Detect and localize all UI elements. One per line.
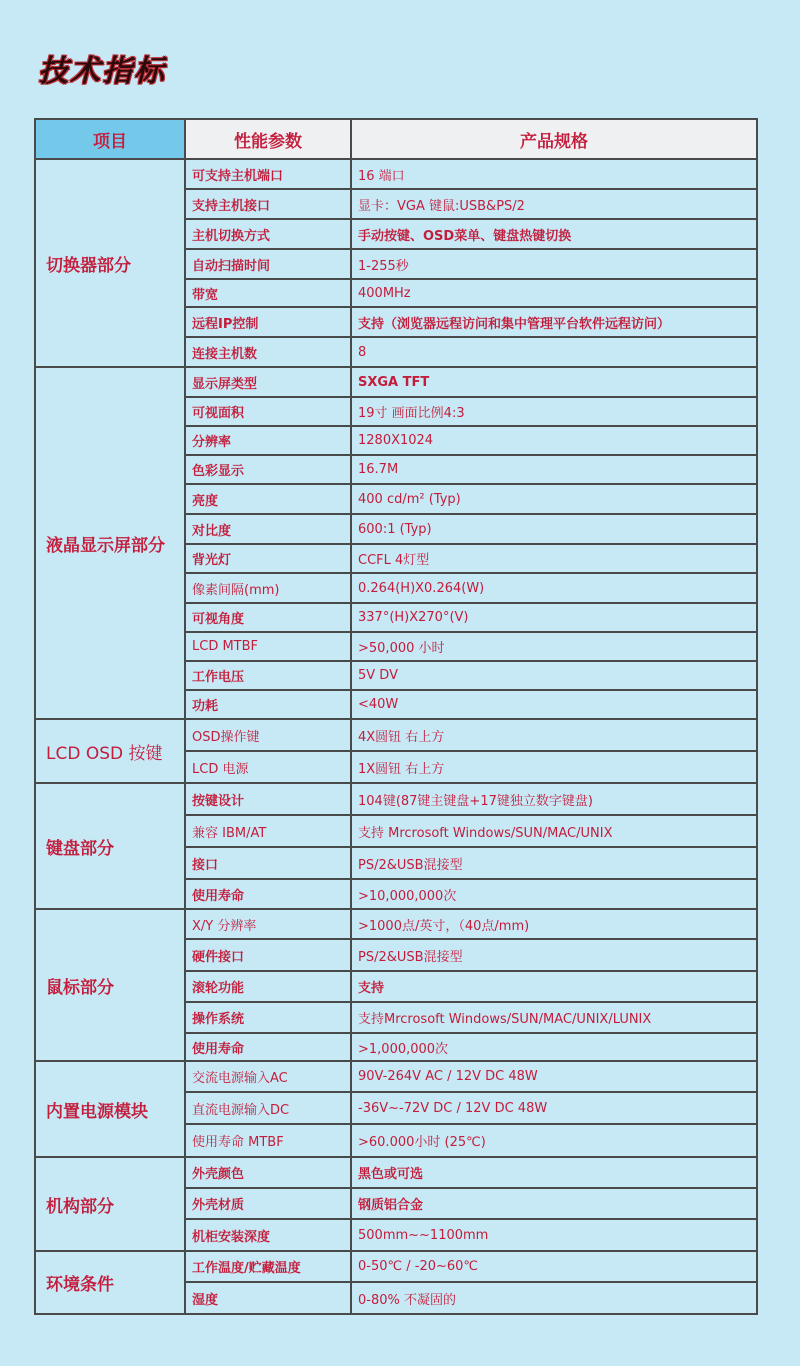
header-item: 项目 — [35, 119, 185, 159]
param-cell: 可视面积 — [185, 397, 351, 426]
value-cell: 500mm~~1100mm — [351, 1219, 757, 1251]
value-cell: 支持（浏览器远程访问和集中管理平台软件远程访问） — [351, 307, 757, 337]
value-cell: 0-50℃ / -20~60℃ — [351, 1251, 757, 1282]
param-cell: 接口 — [185, 847, 351, 879]
table-header-row — [35, 119, 757, 159]
param-cell: 主机切换方式 — [185, 219, 351, 249]
param-cell: 湿度 — [185, 1282, 351, 1314]
param-cell: 可支持主机端口 — [185, 159, 351, 189]
value-cell: 支持 Mrcrosoft Windows/SUN/MAC/UNIX — [351, 815, 757, 847]
section-label: 切换器部分 — [35, 159, 185, 367]
param-cell: 像素间隔(mm) — [185, 573, 351, 603]
value-cell: 支持Mrcrosoft Windows/SUN/MAC/UNIX/LUNIX — [351, 1002, 757, 1033]
value-cell: 600:1 (Typ) — [351, 514, 757, 544]
section-label: LCD OSD 按键 — [35, 719, 185, 783]
param-cell: 色彩显示 — [185, 455, 351, 484]
param-cell: 显示屏类型 — [185, 367, 351, 397]
spec-table — [34, 118, 758, 1315]
table-row — [35, 909, 757, 939]
param-cell: 使用寿命 — [185, 879, 351, 909]
param-cell: OSD操作键 — [185, 719, 351, 751]
section-label: 键盘部分 — [35, 783, 185, 909]
param-cell: 带宽 — [185, 279, 351, 307]
value-cell: PS/2&USB混接型 — [351, 939, 757, 971]
param-cell: 外壳材质 — [185, 1188, 351, 1219]
value-cell: -36V~-72V DC / 12V DC 48W — [351, 1092, 757, 1124]
param-cell: 背光灯 — [185, 544, 351, 573]
table-row — [35, 1157, 757, 1188]
param-cell: LCD MTBF — [185, 632, 351, 661]
value-cell: 400 cd/m² (Typ) — [351, 484, 757, 514]
value-cell: 19寸 画面比例4:3 — [351, 397, 757, 426]
value-cell: SXGA TFT — [351, 367, 757, 397]
value-cell: 4X圆钮 右上方 — [351, 719, 757, 751]
param-cell: 按键设计 — [185, 783, 351, 815]
value-cell: 支持 — [351, 971, 757, 1002]
param-cell: 工作电压 — [185, 661, 351, 690]
table-row — [35, 1251, 757, 1282]
value-cell: 400MHz — [351, 279, 757, 307]
param-cell: 外壳颜色 — [185, 1157, 351, 1188]
value-cell: >60.000小时 (25℃) — [351, 1124, 757, 1157]
param-cell: 直流电源输入DC — [185, 1092, 351, 1124]
value-cell: 90V-264V AC / 12V DC 48W — [351, 1061, 757, 1092]
table-row — [35, 1061, 757, 1092]
value-cell: <40W — [351, 690, 757, 719]
param-cell: 连接主机数 — [185, 337, 351, 367]
param-cell: 使用寿命 MTBF — [185, 1124, 351, 1157]
param-cell: 机柜安装深度 — [185, 1219, 351, 1251]
param-cell: 自动扫描时间 — [185, 249, 351, 279]
param-cell: 分辨率 — [185, 426, 351, 455]
value-cell: 显卡：VGA 键鼠:USB&PS/2 — [351, 189, 757, 219]
value-cell: PS/2&USB混接型 — [351, 847, 757, 879]
value-cell: CCFL 4灯型 — [351, 544, 757, 573]
table-body — [35, 159, 757, 1314]
section-label: 鼠标部分 — [35, 909, 185, 1061]
value-cell: >50,000 小时 — [351, 632, 757, 661]
value-cell: 0-80% 不凝固的 — [351, 1282, 757, 1314]
section-label: 液晶显示屏部分 — [35, 367, 185, 719]
param-cell: 亮度 — [185, 484, 351, 514]
param-cell: 可视角度 — [185, 603, 351, 632]
section-label: 机构部分 — [35, 1157, 185, 1251]
value-cell: 1X圆钮 右上方 — [351, 751, 757, 783]
value-cell: >1000点/英寸，（40点/mm) — [351, 909, 757, 939]
param-cell: 兼容 IBM/AT — [185, 815, 351, 847]
page-title: 技术指标 — [38, 54, 166, 89]
param-cell: 支持主机接口 — [185, 189, 351, 219]
table-row — [35, 159, 757, 189]
value-cell: 8 — [351, 337, 757, 367]
section-label: 环境条件 — [35, 1251, 185, 1314]
value-cell: 1-255秒 — [351, 249, 757, 279]
param-cell: 功耗 — [185, 690, 351, 719]
header-param: 性能参数 — [185, 119, 351, 159]
param-cell: 交流电源输入AC — [185, 1061, 351, 1092]
value-cell: >10,000,000次 — [351, 879, 757, 909]
param-cell: LCD 电源 — [185, 751, 351, 783]
value-cell: >1,000,000次 — [351, 1033, 757, 1061]
param-cell: X/Y 分辨率 — [185, 909, 351, 939]
param-cell: 工作温度/贮藏温度 — [185, 1251, 351, 1282]
value-cell: 1280X1024 — [351, 426, 757, 455]
table-row — [35, 783, 757, 815]
table-row — [35, 367, 757, 397]
value-cell: 16 端口 — [351, 159, 757, 189]
table-row — [35, 719, 757, 751]
value-cell: 337°(H)X270°(V) — [351, 603, 757, 632]
param-cell: 远程IP控制 — [185, 307, 351, 337]
value-cell: 5V DV — [351, 661, 757, 690]
section-label: 内置电源模块 — [35, 1061, 185, 1157]
value-cell: 104键(87键主键盘+17键独立数字键盘) — [351, 783, 757, 815]
header-spec: 产品规格 — [351, 119, 757, 159]
param-cell: 使用寿命 — [185, 1033, 351, 1061]
value-cell: 钢质铝合金 — [351, 1188, 757, 1219]
param-cell: 对比度 — [185, 514, 351, 544]
value-cell: 16.7M — [351, 455, 757, 484]
param-cell: 硬件接口 — [185, 939, 351, 971]
value-cell: 手动按键、OSD菜单、键盘热键切换 — [351, 219, 757, 249]
param-cell: 操作系统 — [185, 1002, 351, 1033]
param-cell: 滚轮功能 — [185, 971, 351, 1002]
value-cell: 0.264(H)X0.264(W) — [351, 573, 757, 603]
value-cell: 黑色或可选 — [351, 1157, 757, 1188]
